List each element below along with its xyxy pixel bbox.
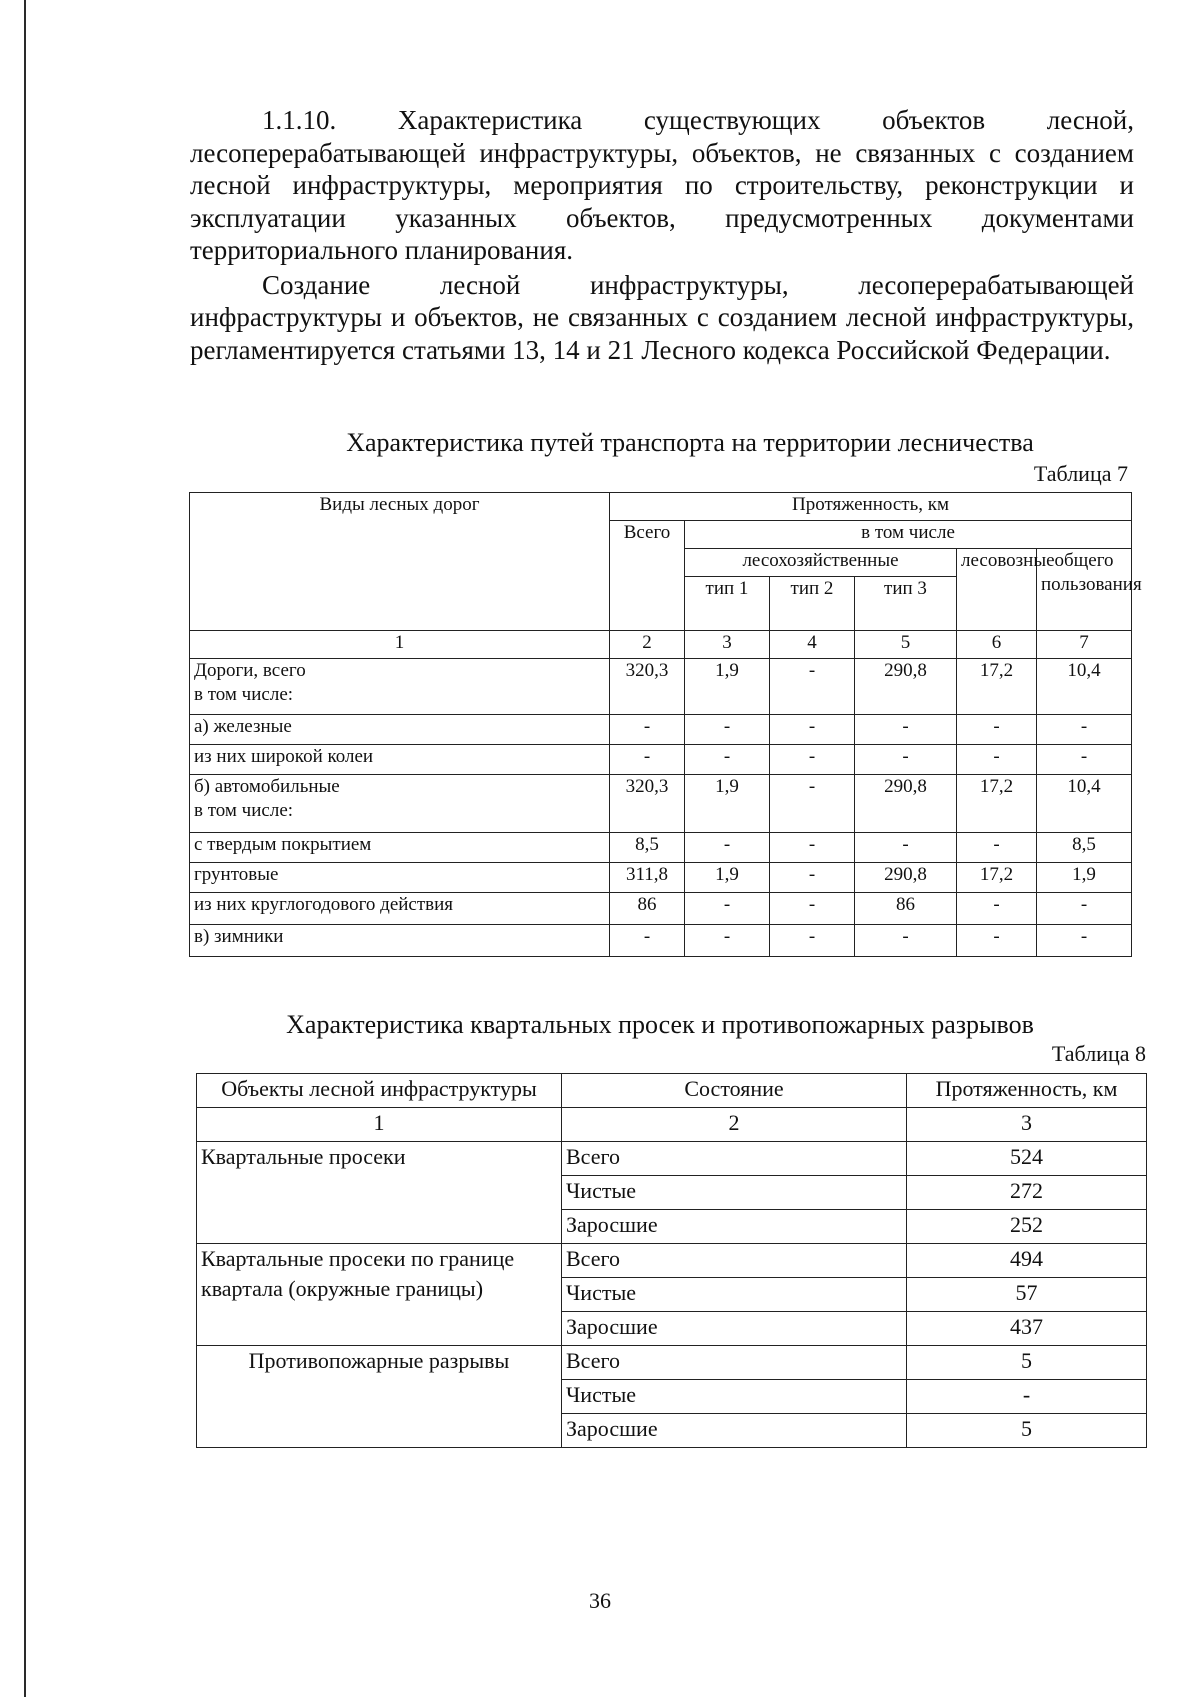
t7-colnum: 2: [610, 631, 685, 659]
t7-cell: -: [770, 833, 855, 863]
table-row: [190, 659, 1132, 715]
t7-cell: -: [610, 715, 685, 745]
t7-cell: 1,9: [1037, 863, 1132, 893]
table7-title: Характеристика путей транспорта на территории лесничества: [346, 428, 1034, 457]
t7-cell: 290,8: [855, 863, 957, 893]
t7-cell: -: [957, 893, 1037, 925]
t8-colnum: 2: [562, 1108, 907, 1142]
t7-cell: -: [770, 715, 855, 745]
t7-cell: 8,5: [1037, 833, 1132, 863]
table-row: [190, 745, 1132, 775]
t7-cell: -: [770, 925, 855, 957]
table-row: [197, 1142, 1147, 1176]
t7-cell: -: [957, 925, 1037, 957]
t7-header-type2: тип 2: [770, 577, 855, 631]
t7-colnum: 4: [770, 631, 855, 659]
t7-colnum: 6: [957, 631, 1037, 659]
table-row: [190, 925, 1132, 957]
t7-cell: 86: [610, 893, 685, 925]
t7-cell: -: [685, 745, 770, 775]
table8-number: Таблица 8: [1051, 1041, 1146, 1066]
t7-cell: -: [855, 925, 957, 957]
t8-state: Заросшие: [562, 1414, 907, 1448]
t7-header-including: в том числе: [685, 521, 1132, 549]
t7-row-label: а) железные: [190, 715, 610, 745]
t8-state: Всего: [562, 1244, 907, 1278]
t8-state: Чистые: [562, 1380, 907, 1414]
t8-colnum: 3: [907, 1108, 1147, 1142]
t7-header-public: общего пользования: [1037, 549, 1132, 631]
t7-cell: -: [685, 893, 770, 925]
t8-length: 524: [907, 1142, 1147, 1176]
t7-cell: 17,2: [957, 863, 1037, 893]
t8-column-numbers: [197, 1108, 1147, 1142]
t7-cell: 290,8: [855, 775, 957, 833]
t7-header-total: Всего: [610, 521, 685, 631]
t8-length: 252: [907, 1210, 1147, 1244]
t7-header-length: Протяженность, км: [610, 493, 1132, 521]
t8-length: 272: [907, 1176, 1147, 1210]
table-row: [197, 1346, 1147, 1380]
t8-length: 494: [907, 1244, 1147, 1278]
t7-header-type1: тип 1: [685, 577, 770, 631]
t7-colnum: 7: [1037, 631, 1132, 659]
table7-number: Таблица 7: [1033, 461, 1128, 486]
t7-cell: -: [1037, 745, 1132, 775]
table-row: [190, 775, 1132, 833]
t8-state: Всего: [562, 1346, 907, 1380]
t8-length: -: [907, 1380, 1147, 1414]
t7-cell: 1,9: [685, 863, 770, 893]
t7-cell: -: [957, 745, 1037, 775]
t8-header-length: Протяженность, км: [907, 1074, 1147, 1108]
t7-cell: 17,2: [957, 659, 1037, 715]
table-row: [197, 1244, 1147, 1278]
page-number: 36: [589, 1588, 611, 1613]
t7-cell: -: [1037, 893, 1132, 925]
t8-state: Заросшие: [562, 1312, 907, 1346]
t7-cell: -: [685, 715, 770, 745]
t7-cell: -: [855, 745, 957, 775]
section-paragraph-2: Создание лесной инфраструктуры, лесоперерабатывающей инфраструктуры и объектов, не связанных с созданием лесной инфраструктуры, регламентируется статьями 13, 14 и 21 Лесного кодекса Российской Федерации.: [190, 269, 1134, 365]
t7-cell: -: [957, 715, 1037, 745]
t7-cell: 311,8: [610, 863, 685, 893]
t7-cell: -: [1037, 715, 1132, 745]
t8-header-state: Состояние: [562, 1074, 907, 1108]
t7-row-label: в) зимники: [190, 925, 610, 957]
t8-object: Противопожарные разрывы: [197, 1346, 562, 1448]
t7-row-name: [190, 775, 610, 833]
table8: [196, 1073, 1147, 1448]
table-row: [190, 715, 1132, 745]
t7-cell: -: [855, 715, 957, 745]
t7-row-label: с твердым покрытием: [190, 833, 610, 863]
t7-colnum: 1: [190, 631, 610, 659]
t7-row-label: Дороги, всего: [194, 660, 306, 681]
t7-cell: -: [685, 833, 770, 863]
t7-cell: -: [610, 925, 685, 957]
t7-header-types: Виды лесных дорог: [190, 493, 610, 631]
t7-column-numbers: [190, 631, 1132, 659]
t7-cell: -: [770, 659, 855, 715]
table-row: [190, 863, 1132, 893]
t8-colnum: 1: [197, 1108, 562, 1142]
t7-header-timber: лесовозные: [957, 549, 1037, 631]
t8-state: Заросшие: [562, 1210, 907, 1244]
table7: [189, 492, 1142, 957]
t7-row-name: [190, 659, 610, 715]
t7-cell: -: [770, 863, 855, 893]
t7-cell: 290,8: [855, 659, 957, 715]
t8-object: Квартальные просеки по границе квартала (окружные границы): [197, 1244, 562, 1346]
section-paragraph-1: 1.1.10. Характеристика существующих объектов лесной, лесоперерабатывающей инфраструктуры, объектов, не связанных с созданием лесной инфраструктуры, мероприятия по строительству, реконструкции и эксплуатации указанных объектов, предусмотренных документами территориального планирования.: [190, 105, 1134, 265]
t7-cell: 10,4: [1037, 775, 1132, 833]
t8-header-object: Объекты лесной инфраструктуры: [197, 1074, 562, 1108]
t7-row-sublabel: в том числе:: [194, 800, 294, 821]
t8-state: Чистые: [562, 1278, 907, 1312]
t7-row-label: из них круглогодового действия: [190, 893, 610, 925]
t7-row-label: б) автомобильные: [194, 776, 340, 797]
t7-cell: -: [770, 893, 855, 925]
t7-cell: -: [855, 833, 957, 863]
t8-length: 5: [907, 1414, 1147, 1448]
t7-cell: 8,5: [610, 833, 685, 863]
t7-cell: 1,9: [685, 775, 770, 833]
t7-cell: 17,2: [957, 775, 1037, 833]
t7-header-forestry: лесохозяйственные: [685, 549, 957, 577]
t8-object: Квартальные просеки: [197, 1142, 562, 1244]
t7-cell: 10,4: [1037, 659, 1132, 715]
table-row: [190, 833, 1132, 863]
t8-length: 437: [907, 1312, 1147, 1346]
t8-state: Чистые: [562, 1176, 907, 1210]
t7-cell: -: [610, 745, 685, 775]
t7-cell: -: [770, 775, 855, 833]
t7-cell: -: [685, 925, 770, 957]
t8-state: Всего: [562, 1142, 907, 1176]
t7-colnum: 3: [685, 631, 770, 659]
t7-cell: -: [957, 833, 1037, 863]
t7-cell: 1,9: [685, 659, 770, 715]
section-text: [190, 104, 1134, 366]
t7-cell: -: [1037, 925, 1132, 957]
t7-cell: 320,3: [610, 659, 685, 715]
t7-row-label: из них широкой колеи: [190, 745, 610, 775]
t7-row-sublabel: в том числе:: [194, 684, 294, 705]
t8-length: 57: [907, 1278, 1147, 1312]
t7-row-label: грунтовые: [190, 863, 610, 893]
t7-colnum: 5: [855, 631, 957, 659]
t8-length: 5: [907, 1346, 1147, 1380]
table8-title: Характеристика квартальных просек и противопожарных разрывов: [286, 1010, 1034, 1039]
t7-header-type3: тип 3: [855, 577, 957, 631]
t7-cell: -: [770, 745, 855, 775]
page-edge-line: [24, 0, 26, 1697]
t7-cell: 320,3: [610, 775, 685, 833]
table-row: [190, 893, 1132, 925]
t7-cell: 86: [855, 893, 957, 925]
